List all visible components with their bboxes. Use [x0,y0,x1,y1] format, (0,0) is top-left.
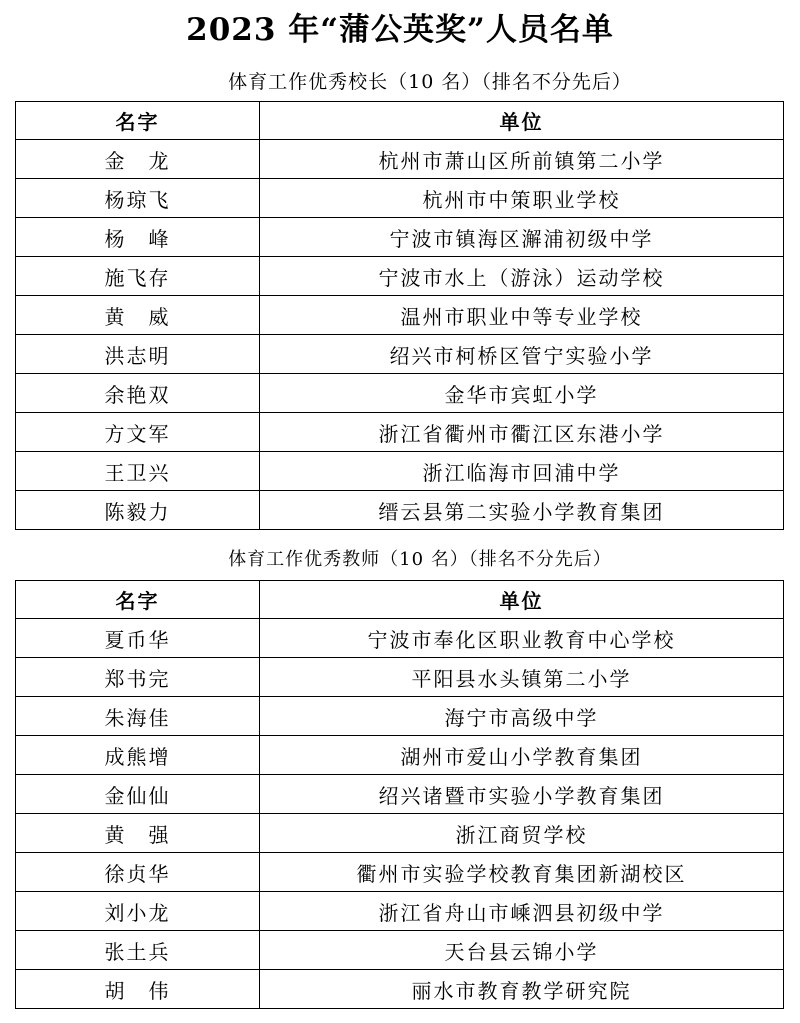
person-name: 徐贞华 [16,853,260,892]
table-row [16,892,784,931]
table-row [16,374,784,413]
person-name: 洪志明 [16,335,260,374]
unit-name: 绍兴市柯桥区管宁实验小学 [260,335,784,374]
person-name: 余艳双 [16,374,260,413]
unit-name: 海宁市高级中学 [260,697,784,736]
person-name: 王卫兴 [16,452,260,491]
unit-name: 湖州市爱山小学教育集团 [260,736,784,775]
table-header-row [16,581,784,619]
table-row [16,296,784,335]
table-row [16,775,784,814]
table-header-row [16,102,784,140]
unit-name: 平阳县水头镇第二小学 [260,658,784,697]
person-name: 成熊增 [16,736,260,775]
unit-name: 浙江商贸学校 [260,814,784,853]
person-name: 朱海佳 [16,697,260,736]
person-name: 方文军 [16,413,260,452]
person-name: 夏币华 [16,619,260,658]
table-row [16,491,784,530]
person-name: 金仙仙 [16,775,260,814]
unit-name: 宁波市镇海区澥浦初级中学 [260,218,784,257]
table-row [16,413,784,452]
table-row [16,658,784,697]
table-row [16,257,784,296]
header-name: 名字 [16,102,260,140]
unit-name: 宁波市水上（游泳）运动学校 [260,257,784,296]
unit-name: 缙云县第二实验小学教育集团 [260,491,784,530]
unit-name: 绍兴诸暨市实验小学教育集团 [260,775,784,814]
section-2-subtitle: 体育工作优秀教师（10 名）（排名不分先后） [228,549,612,570]
table-row [16,814,784,853]
teachers-table [15,580,784,1009]
unit-name: 浙江临海市回浦中学 [260,452,784,491]
unit-name: 杭州市萧山区所前镇第二小学 [260,140,784,179]
table-row [16,736,784,775]
header-unit: 单位 [260,102,784,140]
person-name: 陈毅力 [16,491,260,530]
unit-name: 浙江省舟山市嵊泗县初级中学 [260,892,784,931]
page-title: 2023 年“蒲公英奖”人员名单 [186,12,614,48]
table-row [16,619,784,658]
table-row [16,140,784,179]
table-row [16,218,784,257]
table-row [16,853,784,892]
header-unit: 单位 [260,581,784,619]
unit-name: 天台县云锦小学 [260,931,784,970]
person-name: 胡 伟 [16,970,260,1009]
person-name: 刘小龙 [16,892,260,931]
person-name: 张土兵 [16,931,260,970]
unit-name: 温州市职业中等专业学校 [260,296,784,335]
principals-table [15,101,784,530]
person-name: 施飞存 [16,257,260,296]
unit-name: 衢州市实验学校教育集团新湖校区 [260,853,784,892]
person-name: 黄 威 [16,296,260,335]
unit-name: 金华市宾虹小学 [260,374,784,413]
table-row [16,970,784,1009]
unit-name: 杭州市中策职业学校 [260,179,784,218]
unit-name: 浙江省衢州市衢江区东港小学 [260,413,784,452]
unit-name: 丽水市教育教学研究院 [260,970,784,1009]
table-row [16,452,784,491]
person-name: 金 龙 [16,140,260,179]
table-row [16,179,784,218]
unit-name: 宁波市奉化区职业教育中心学校 [260,619,784,658]
person-name: 杨琼飞 [16,179,260,218]
section-1-subtitle: 体育工作优秀校长（10 名）（排名不分先后） [228,71,632,93]
table-row [16,335,784,374]
person-name: 郑书完 [16,658,260,697]
person-name: 杨 峰 [16,218,260,257]
person-name: 黄 强 [16,814,260,853]
header-name: 名字 [16,581,260,619]
table-row [16,697,784,736]
table-row [16,931,784,970]
